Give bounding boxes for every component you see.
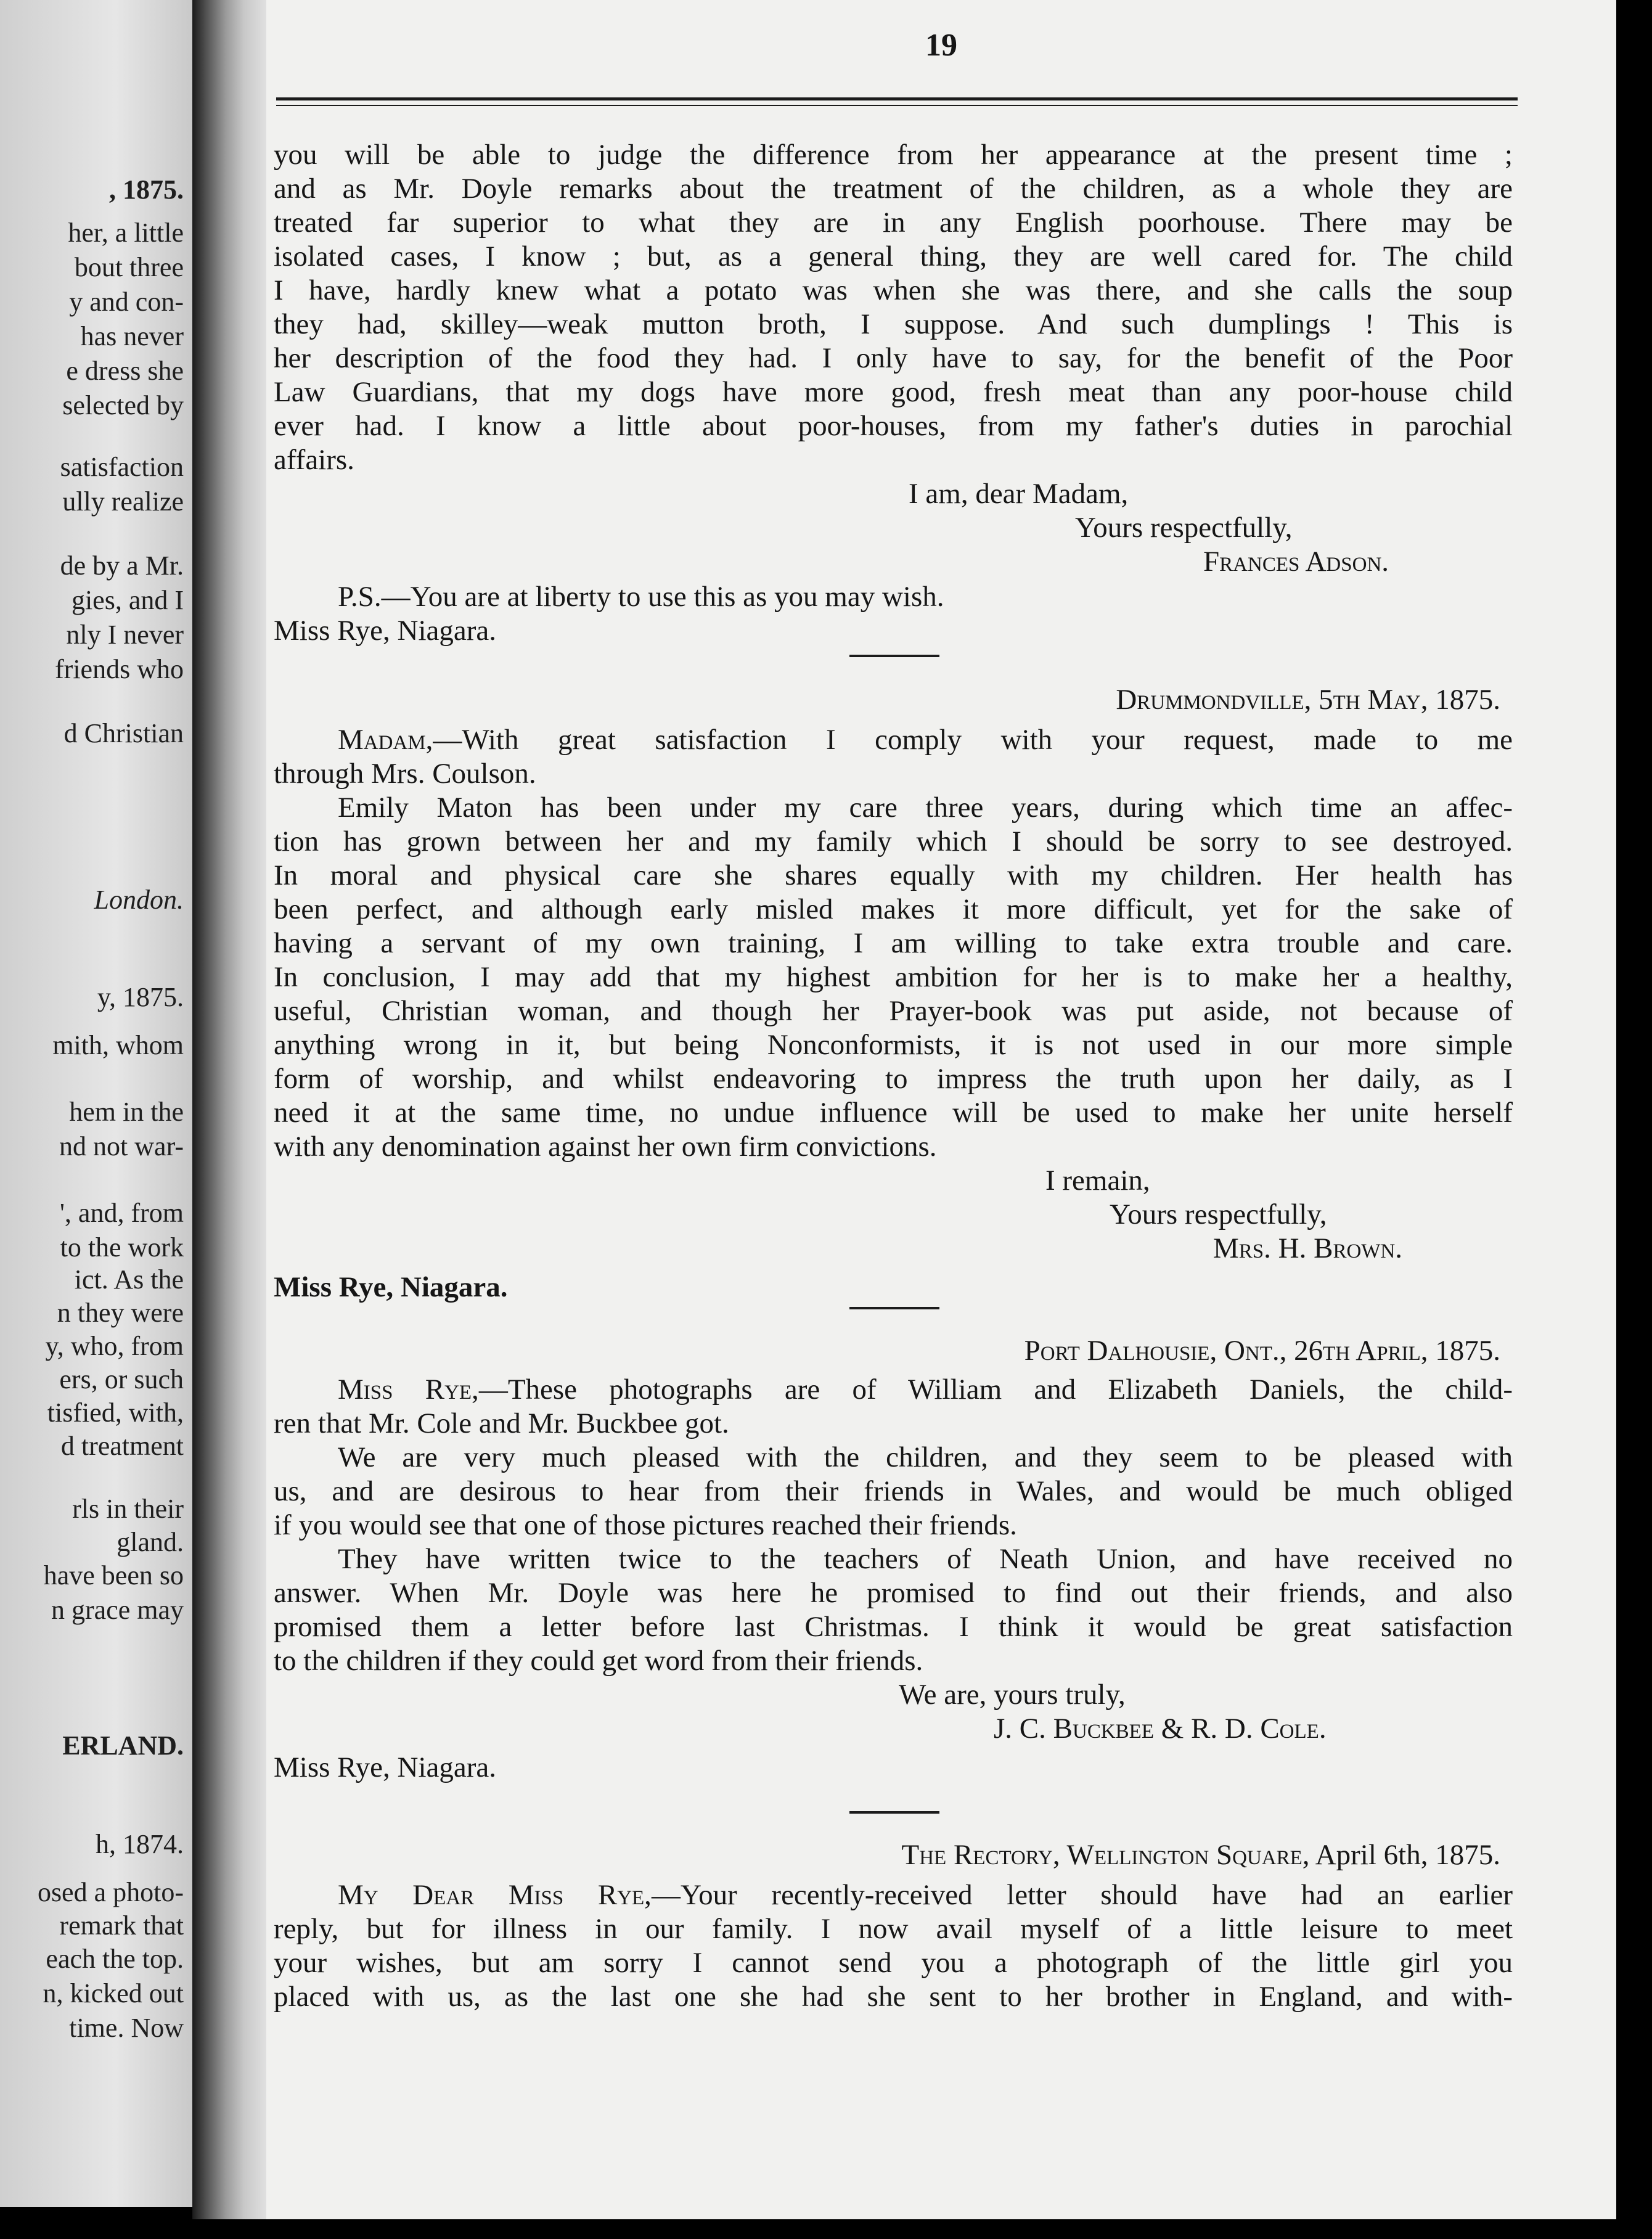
- text-line: been perfect, and although early misled makes it more difficult, yet for the sake of: [274, 893, 1513, 925]
- text-line: and as Mr. Doyle remarks about the treatment of the children, as a whole they are: [274, 173, 1513, 205]
- text-span: —Your recently-received letter should have had an earlier: [651, 1879, 1513, 1911]
- page: [266, 0, 1616, 2219]
- header-rule-thin: [276, 105, 1518, 106]
- dateline: [274, 1334, 1513, 1368]
- left-page-line: rls in their: [72, 1494, 184, 1524]
- text-line: isolated cases, I know ; but, as a general thing, they are well cared for. The child: [274, 240, 1513, 272]
- left-page-line: e dress she: [66, 356, 184, 386]
- text-line: treated far superior to what they are in any English poorhouse. There may be: [274, 207, 1513, 239]
- previous-page-fragment: [0, 0, 192, 2207]
- addressee: Miss Rye, Niagara.: [274, 1751, 496, 1783]
- left-page-line: has never: [80, 321, 184, 351]
- text-line: Law Guardians, that my dogs have more good, fresh meat than any poor-house child: [274, 376, 1513, 408]
- addressee: Miss Rye, Niagara.: [274, 615, 496, 647]
- text-line: In moral and physical care she shares equally with my children. Her health has: [274, 859, 1513, 891]
- left-page-line: , 1875.: [109, 174, 184, 205]
- signature: Frances Adson.: [1203, 546, 1389, 578]
- left-page-line: her, a little: [68, 218, 184, 248]
- scan-border-right: [1616, 0, 1652, 2239]
- left-page-line: selected by: [62, 390, 184, 420]
- text-line: form of worship, and whilst endeavoring to impress the truth upon her daily, as I: [274, 1063, 1513, 1095]
- text-line: you will be able to judge the difference from her appearance at the present time ;: [274, 139, 1513, 171]
- letter-separator: [849, 1811, 939, 1814]
- left-page-line: ERLAND.: [62, 1730, 184, 1761]
- text-line: your wishes, but am sorry I cannot send you a photograph of the little girl you: [274, 1947, 1513, 1979]
- text-line: us, and are desirous to hear from their friends in Wales, and would be much obliged: [274, 1475, 1513, 1507]
- salutation: Miss Rye,: [338, 1373, 479, 1406]
- text-line: with any denomination against her own firm convictions.: [274, 1131, 937, 1163]
- binding-gutter: [192, 0, 266, 2239]
- letter-brown: [274, 683, 1513, 1304]
- left-page-line: nly I never: [66, 620, 184, 650]
- left-page-line: ict. As the: [74, 1264, 184, 1295]
- text-line: if you would see that one of those pictures reached their friends.: [274, 1509, 1017, 1541]
- text-line: tion has grown between her and my family which I should be sorry to see destroyed.: [274, 825, 1513, 858]
- text-line: they had, skilley—weak mutton broth, I suppose. And such dumplings ! This is: [274, 308, 1513, 340]
- left-page-line: ', and, from: [60, 1198, 184, 1228]
- dateline-place: The Rectory, Wellington Square,: [901, 1839, 1310, 1871]
- text-line: promised them a letter before last Christmas. I think it would be great satisfaction: [274, 1611, 1513, 1643]
- left-page-line: d treatment: [60, 1431, 184, 1461]
- left-page-line: hem in the: [69, 1097, 184, 1127]
- text-line: We are very much pleased with the children, and they seem to be pleased with: [338, 1441, 1513, 1473]
- left-page-line: mith, whom: [52, 1030, 184, 1060]
- text-line: placed with us, as the last one she had she sent to her brother in England, and with-: [274, 1981, 1513, 2013]
- text-line: I have, hardly knew what a potato was when she was there, and she calls the soup: [274, 274, 1513, 306]
- left-page-line: to the work: [60, 1232, 184, 1263]
- left-page-line: remark that: [59, 1910, 184, 1941]
- left-page-line: tisfied, with,: [47, 1398, 184, 1428]
- left-page-line: friends who: [55, 654, 184, 684]
- text-line: affairs.: [274, 444, 354, 476]
- text-line: through Mrs. Coulson.: [274, 758, 536, 790]
- left-page-line: gland.: [117, 1527, 184, 1557]
- letter-rectory: [274, 1838, 1513, 2014]
- left-page-line: bout three: [74, 252, 184, 282]
- left-page-line: n, kicked out: [43, 1978, 184, 2008]
- letter-separator: [849, 1307, 939, 1309]
- text-line: ever had. I know a little about poor-houses, from my father's duties in parochial: [274, 410, 1513, 442]
- left-page-line: de by a Mr.: [60, 551, 184, 581]
- left-page-line: y, who, from: [45, 1331, 184, 1361]
- letter-adson: [274, 138, 1513, 648]
- salutation: My Dear Miss Rye,: [338, 1879, 652, 1911]
- text-line: having a servant of my own training, I am willing to take extra trouble and care.: [274, 927, 1513, 959]
- text-line: her description of the food they had. I only have to say, for the benefit of the Poor: [274, 342, 1513, 374]
- left-page-line: London.: [94, 885, 184, 915]
- dateline-text: Port Dalhousie, Ont., 26th April, 1875.: [1024, 1335, 1500, 1367]
- left-page-line: nd not war-: [59, 1131, 184, 1161]
- left-page-line: each the top.: [46, 1944, 184, 1974]
- page-number: 19: [925, 28, 957, 63]
- dateline: [274, 683, 1513, 717]
- dateline-date: April 6th, 1875.: [1315, 1839, 1500, 1871]
- text-line: useful, Christian woman, and though her Prayer-book was put aside, not because of: [274, 995, 1513, 1027]
- text-line: [274, 1878, 1513, 1912]
- regards: Yours respectfully,: [1110, 1198, 1327, 1230]
- text-span: —With great satisfaction I comply with your request, made to me: [433, 724, 1513, 756]
- header-rule: [276, 97, 1518, 100]
- left-page-line: y and con-: [69, 287, 184, 317]
- left-page-line: n grace may: [51, 1595, 184, 1625]
- letter-buckbee-cole: [274, 1334, 1513, 1785]
- closing: I am, dear Madam,: [909, 478, 1129, 510]
- text-line: [274, 723, 1513, 757]
- left-page-line: have been so: [43, 1560, 184, 1590]
- left-page-line: d Christian: [63, 718, 184, 748]
- text-line: to the children if they could get word from their friends.: [274, 1645, 923, 1677]
- left-page-line: ully realize: [62, 486, 184, 517]
- text-line: ren that Mr. Cole and Mr. Buckbee got.: [274, 1407, 729, 1439]
- text-line: answer. When Mr. Doyle was here he promised to find out their friends, and also: [274, 1577, 1513, 1609]
- text-line: In conclusion, I may add that my highest ambition for her is to make her a healthy,: [274, 961, 1513, 993]
- left-page-line: time. Now: [69, 2013, 184, 2043]
- signature: Mrs. H. Brown.: [1213, 1232, 1403, 1264]
- text-line: [274, 1373, 1513, 1407]
- signature: J. C. Buckbee & R. D. Cole.: [994, 1713, 1327, 1745]
- dateline-text: Drummondville, 5th May, 1875.: [1116, 684, 1500, 716]
- addressee: Miss Rye, Niagara.: [274, 1271, 508, 1303]
- salutation: Madam,: [338, 724, 433, 756]
- left-page-line: y, 1875.: [97, 982, 184, 1012]
- left-page-line: h, 1874.: [96, 1829, 184, 1859]
- closing: I remain,: [1045, 1165, 1150, 1197]
- left-page-line: gies, and I: [71, 585, 184, 615]
- letter-separator: [849, 655, 939, 657]
- left-page-line: osed a photo-: [37, 1877, 184, 1907]
- text-span: —These photographs are of William and Elizabeth Daniels, the child-: [478, 1373, 1513, 1406]
- left-page-line: satisfaction: [60, 452, 184, 482]
- text-line: Emily Maton has been under my care three years, during which time an affec-: [338, 792, 1513, 824]
- text-line: They have written twice to the teachers of Neath Union, and have received no: [338, 1543, 1513, 1575]
- scan-border-bottom: [0, 2219, 1652, 2239]
- dateline: [274, 1838, 1513, 1872]
- closing: We are, yours truly,: [899, 1679, 1126, 1711]
- text-line: reply, but for illness in our family. I now avail myself of a little leisure to meet: [274, 1913, 1513, 1945]
- regards: Yours respectfully,: [1075, 512, 1293, 544]
- text-line: anything wrong in it, but being Nonconformists, it is not used in our more simple: [274, 1029, 1513, 1061]
- left-page-line: ers, or such: [59, 1364, 184, 1394]
- left-page-line: n they were: [57, 1298, 184, 1328]
- text-line: need it at the same time, no undue influence will be used to make her unite herself: [274, 1097, 1513, 1129]
- postscript: P.S.—You are at liberty to use this as you may wish.: [338, 581, 944, 613]
